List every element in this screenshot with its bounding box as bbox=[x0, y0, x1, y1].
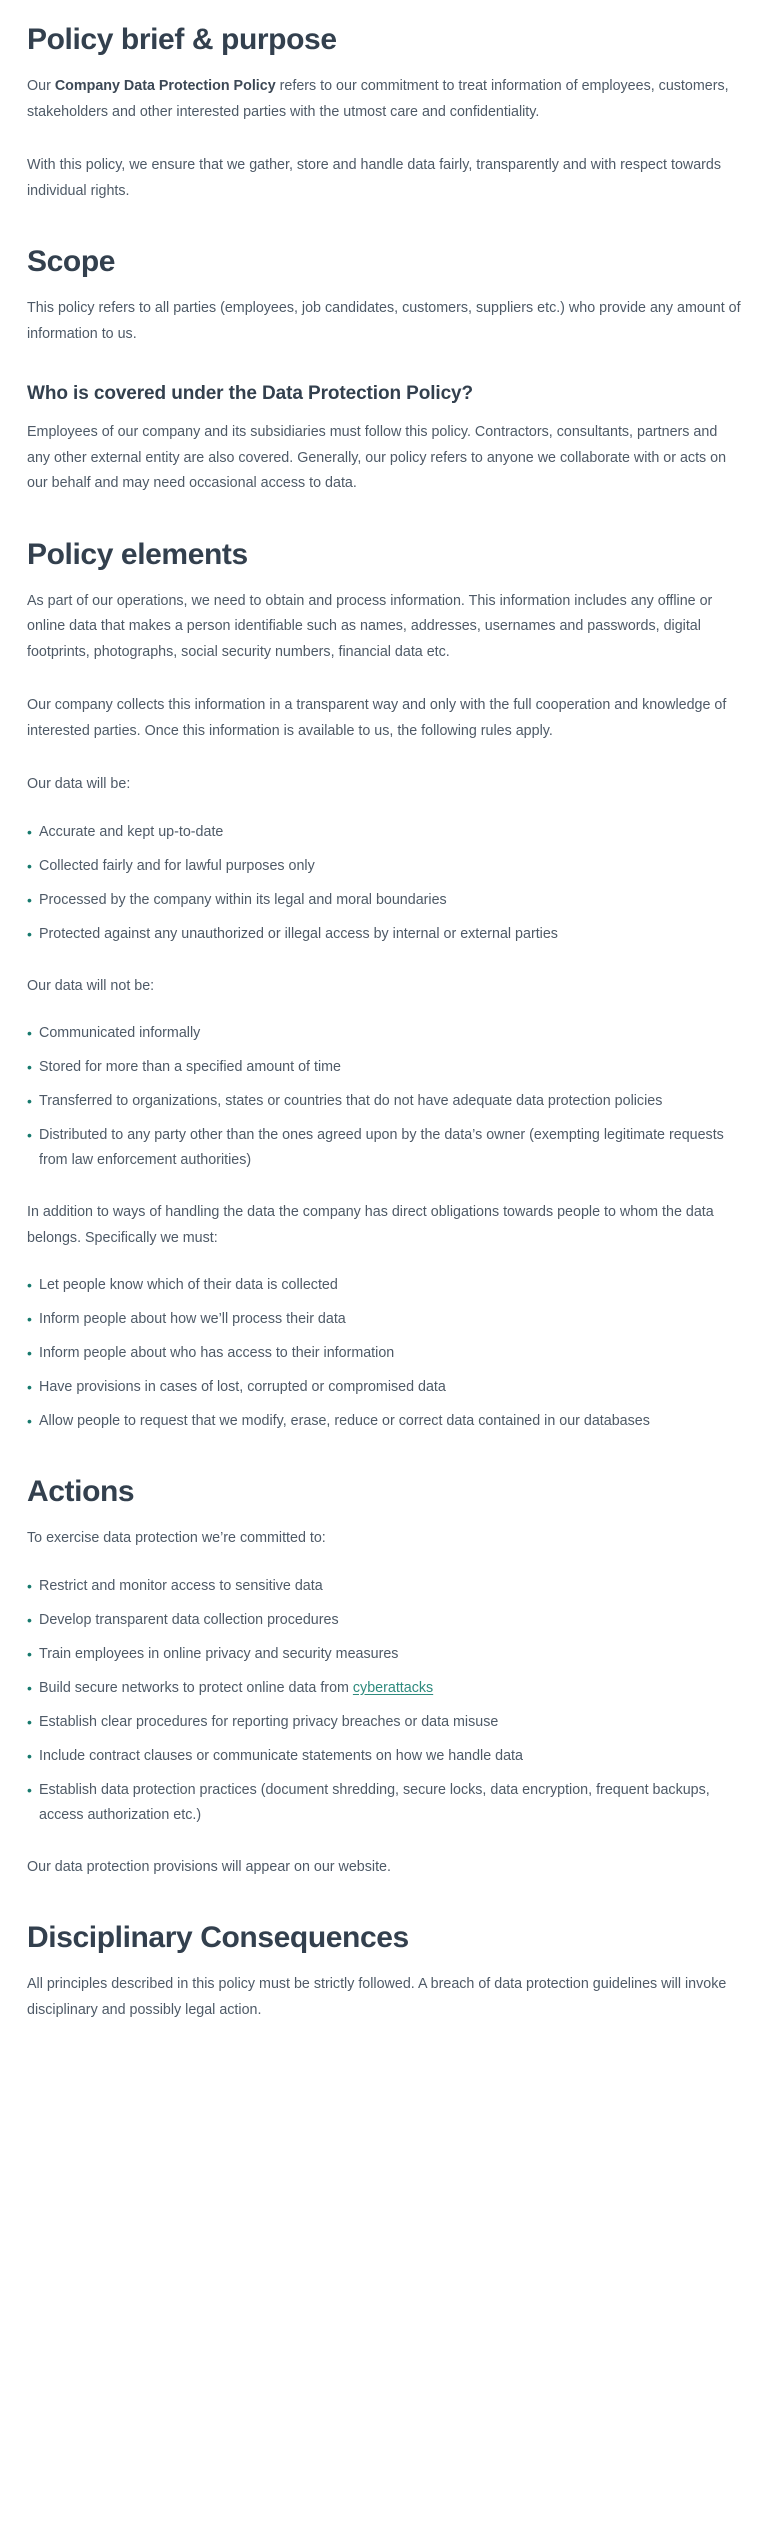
spacer bbox=[27, 1510, 742, 1526]
list-item-label: Processed by the company within its legal and moral boundaries bbox=[39, 891, 447, 908]
bullet-icon: • bbox=[27, 1611, 32, 1628]
bullet-icon: • bbox=[27, 1413, 32, 1429]
list-item-label: Accurate and kept up-to-date bbox=[39, 823, 224, 840]
list-item bbox=[27, 1778, 742, 1828]
heading-who-is-covered: Who is covered under the Data Protection Policy? bbox=[27, 383, 474, 404]
bullet-icon: • bbox=[27, 1679, 32, 1696]
heading-disciplinary-consequences: Disciplinary Consequences bbox=[27, 1921, 409, 1954]
spacer bbox=[27, 744, 742, 772]
bullet-icon: • bbox=[27, 1747, 32, 1764]
bullet-icon: • bbox=[27, 823, 32, 840]
list-item bbox=[27, 1574, 742, 1599]
spacer bbox=[27, 497, 742, 537]
spacer bbox=[27, 1828, 742, 1855]
heading-policy-brief-purpose: Policy brief & purpose bbox=[27, 23, 337, 56]
paragraph-who-is-covered: Employees of our company and its subsidiaries must follow this policy. Contractors, consultants, partners and any other external entity are also covered. Generally, our policy refers to anyone we collaborate with or acts on our behalf and may need occasional access to data. bbox=[27, 424, 727, 491]
bullet-icon: • bbox=[27, 1277, 32, 1293]
heading-policy-elements: Policy elements bbox=[27, 537, 248, 571]
list-intro-data-will-not-be: Our data will not be: bbox=[27, 977, 155, 994]
spacer-top bbox=[27, 0, 742, 22]
list-item bbox=[27, 1021, 742, 1046]
list-item-label: Transferred to organizations, states or countries that do not have adequate data protection policies bbox=[39, 1093, 663, 1109]
bullet-icon: • bbox=[27, 1645, 32, 1662]
spacer bbox=[27, 1880, 742, 1920]
list-item-label: Collected fairly and for lawful purposes only bbox=[39, 857, 315, 874]
list-item-label: Distributed to any party other than the ones agreed upon by the data’s owner (exempting legitimate requests from law enforcement authorities) bbox=[39, 1127, 724, 1168]
paragraph-policy-brief-2: With this policy, we ensure that we gather, store and handle data fairly, transparently and with respect towards individual rights. bbox=[27, 157, 722, 199]
bullet-icon: • bbox=[27, 1577, 32, 1594]
heading-scope: Scope bbox=[27, 245, 116, 278]
spacer bbox=[27, 204, 742, 244]
list-item-label: Have provisions in cases of lost, corrupted or compromised data bbox=[39, 1379, 446, 1395]
bullet-icon: • bbox=[27, 1093, 32, 1109]
cyberattacks-link[interactable]: cyberattacks bbox=[352, 1679, 434, 1696]
list-item-label: Develop transparent data collection procedures bbox=[39, 1611, 339, 1628]
list-item bbox=[27, 1123, 742, 1173]
paragraph-rest: refers to our commitment to treat information of employees, customers, stakeholders and other interested parties with the utmost care and confidentiality. bbox=[27, 78, 729, 120]
spacer bbox=[27, 58, 742, 74]
list-data-will-not-be bbox=[27, 1021, 742, 1173]
spacer bbox=[27, 999, 742, 1021]
paragraph-scope: This policy refers to all parties (employees, job candidates, customers, suppliers etc.) who provide any amount of information to us. bbox=[27, 300, 741, 342]
spacer bbox=[27, 798, 742, 820]
list-item-with-link bbox=[27, 1676, 742, 1701]
list-item bbox=[27, 820, 742, 845]
company-policy-bold: Company Data Protection Policy bbox=[54, 78, 276, 94]
spacer bbox=[27, 125, 742, 153]
list-item bbox=[27, 1608, 742, 1633]
list-actions bbox=[27, 1574, 742, 1828]
list-item bbox=[27, 1089, 742, 1114]
list-data-will-be bbox=[27, 820, 742, 947]
bullet-icon: • bbox=[27, 1781, 32, 1798]
list-item-label: Inform people about who has access to their information bbox=[39, 1345, 395, 1361]
list-item-label: Establish clear procedures for reporting privacy breaches or data misuse bbox=[39, 1713, 499, 1730]
list-item-label: Inform people about how we’ll process their data bbox=[39, 1311, 346, 1327]
paragraph-lead: Our bbox=[27, 78, 55, 94]
bullet-icon: • bbox=[27, 1127, 32, 1143]
paragraph-policy-elements-2: Our company collects this information in a transparent way and only with the full cooperation and knowledge of interested parties. Once this information is available to us, the following rules apply. bbox=[27, 697, 727, 739]
bullet-icon: • bbox=[27, 925, 32, 942]
list-item-label: Build secure networks to protect online data from bbox=[39, 1679, 353, 1696]
list-item bbox=[27, 1409, 742, 1434]
paragraph-policy-elements-1: As part of our operations, we need to obtain and process information. This information includes any offline or online data that makes a person identifiable such as names, addresses, usernames and passwords, digital footprints, photographs, social security numbers, financial data etc. bbox=[27, 592, 713, 660]
list-item-label: Protected against any unauthorized or illegal access by internal or external parties bbox=[39, 925, 558, 942]
spacer bbox=[27, 280, 742, 296]
spacer bbox=[27, 1251, 742, 1273]
list-item-label: Train employees in online privacy and security measures bbox=[39, 1645, 399, 1662]
list-item bbox=[27, 1273, 742, 1298]
list-item-label: Restrict and monitor access to sensitive data bbox=[39, 1577, 323, 1594]
spacer bbox=[27, 1552, 742, 1574]
bullet-icon: • bbox=[27, 1379, 32, 1395]
bullet-icon: • bbox=[27, 1713, 32, 1730]
spacer bbox=[27, 1173, 742, 1200]
list-item-label: Communicated informally bbox=[39, 1025, 201, 1041]
paragraph-disciplinary-consequences: All principles described in this policy must be strictly followed. A breach of data protection guidelines will invoke disciplinary and possibly legal action. bbox=[27, 1976, 727, 2018]
list-item bbox=[27, 1710, 742, 1735]
list-item bbox=[27, 1642, 742, 1667]
bullet-icon: • bbox=[27, 891, 32, 908]
list-intro-obligations: In addition to ways of handling the data the company has direct obligations towards people to whom the data belongs. Specifically we must: bbox=[27, 1204, 714, 1246]
paragraph-policy-brief-1 bbox=[27, 74, 742, 125]
list-item bbox=[27, 1055, 742, 1080]
spacer bbox=[27, 573, 742, 589]
list-item bbox=[27, 888, 742, 913]
bullet-icon: • bbox=[27, 1311, 32, 1327]
list-item bbox=[27, 922, 742, 947]
heading-actions: Actions bbox=[27, 1475, 135, 1508]
bullet-icon: • bbox=[27, 1025, 32, 1041]
paragraph-actions-closing: Our data protection provisions will appear on our website. bbox=[27, 1858, 391, 1875]
list-item bbox=[27, 1341, 742, 1366]
spacer bbox=[27, 347, 742, 381]
bullet-icon: • bbox=[27, 1345, 32, 1361]
spacer bbox=[27, 1956, 742, 1972]
bullet-icon: • bbox=[27, 1059, 32, 1075]
list-item bbox=[27, 1375, 742, 1400]
list-item-label: Allow people to request that we modify, erase, reduce or correct data contained in our databases bbox=[39, 1413, 650, 1429]
spacer bbox=[27, 947, 742, 974]
spacer bbox=[27, 1434, 742, 1474]
list-item bbox=[27, 1744, 742, 1769]
spacer bbox=[27, 665, 742, 693]
spacer bbox=[27, 407, 742, 420]
list-item-label: Include contract clauses or communicate statements on how we handle data bbox=[39, 1747, 523, 1764]
bullet-icon: • bbox=[27, 857, 32, 874]
list-intro-actions: To exercise data protection we’re committed to: bbox=[27, 1530, 326, 1546]
list-item bbox=[27, 854, 742, 879]
list-intro-data-will-be: Our data will be: bbox=[27, 776, 131, 792]
list-obligations bbox=[27, 1273, 742, 1434]
list-item bbox=[27, 1307, 742, 1332]
list-item-label: Let people know which of their data is collected bbox=[39, 1277, 338, 1293]
list-item-label: Stored for more than a specified amount of time bbox=[39, 1059, 341, 1075]
list-item-label: Establish data protection practices (document shredding, secure locks, data encryption, frequent backups, access authorization etc.) bbox=[39, 1781, 710, 1823]
